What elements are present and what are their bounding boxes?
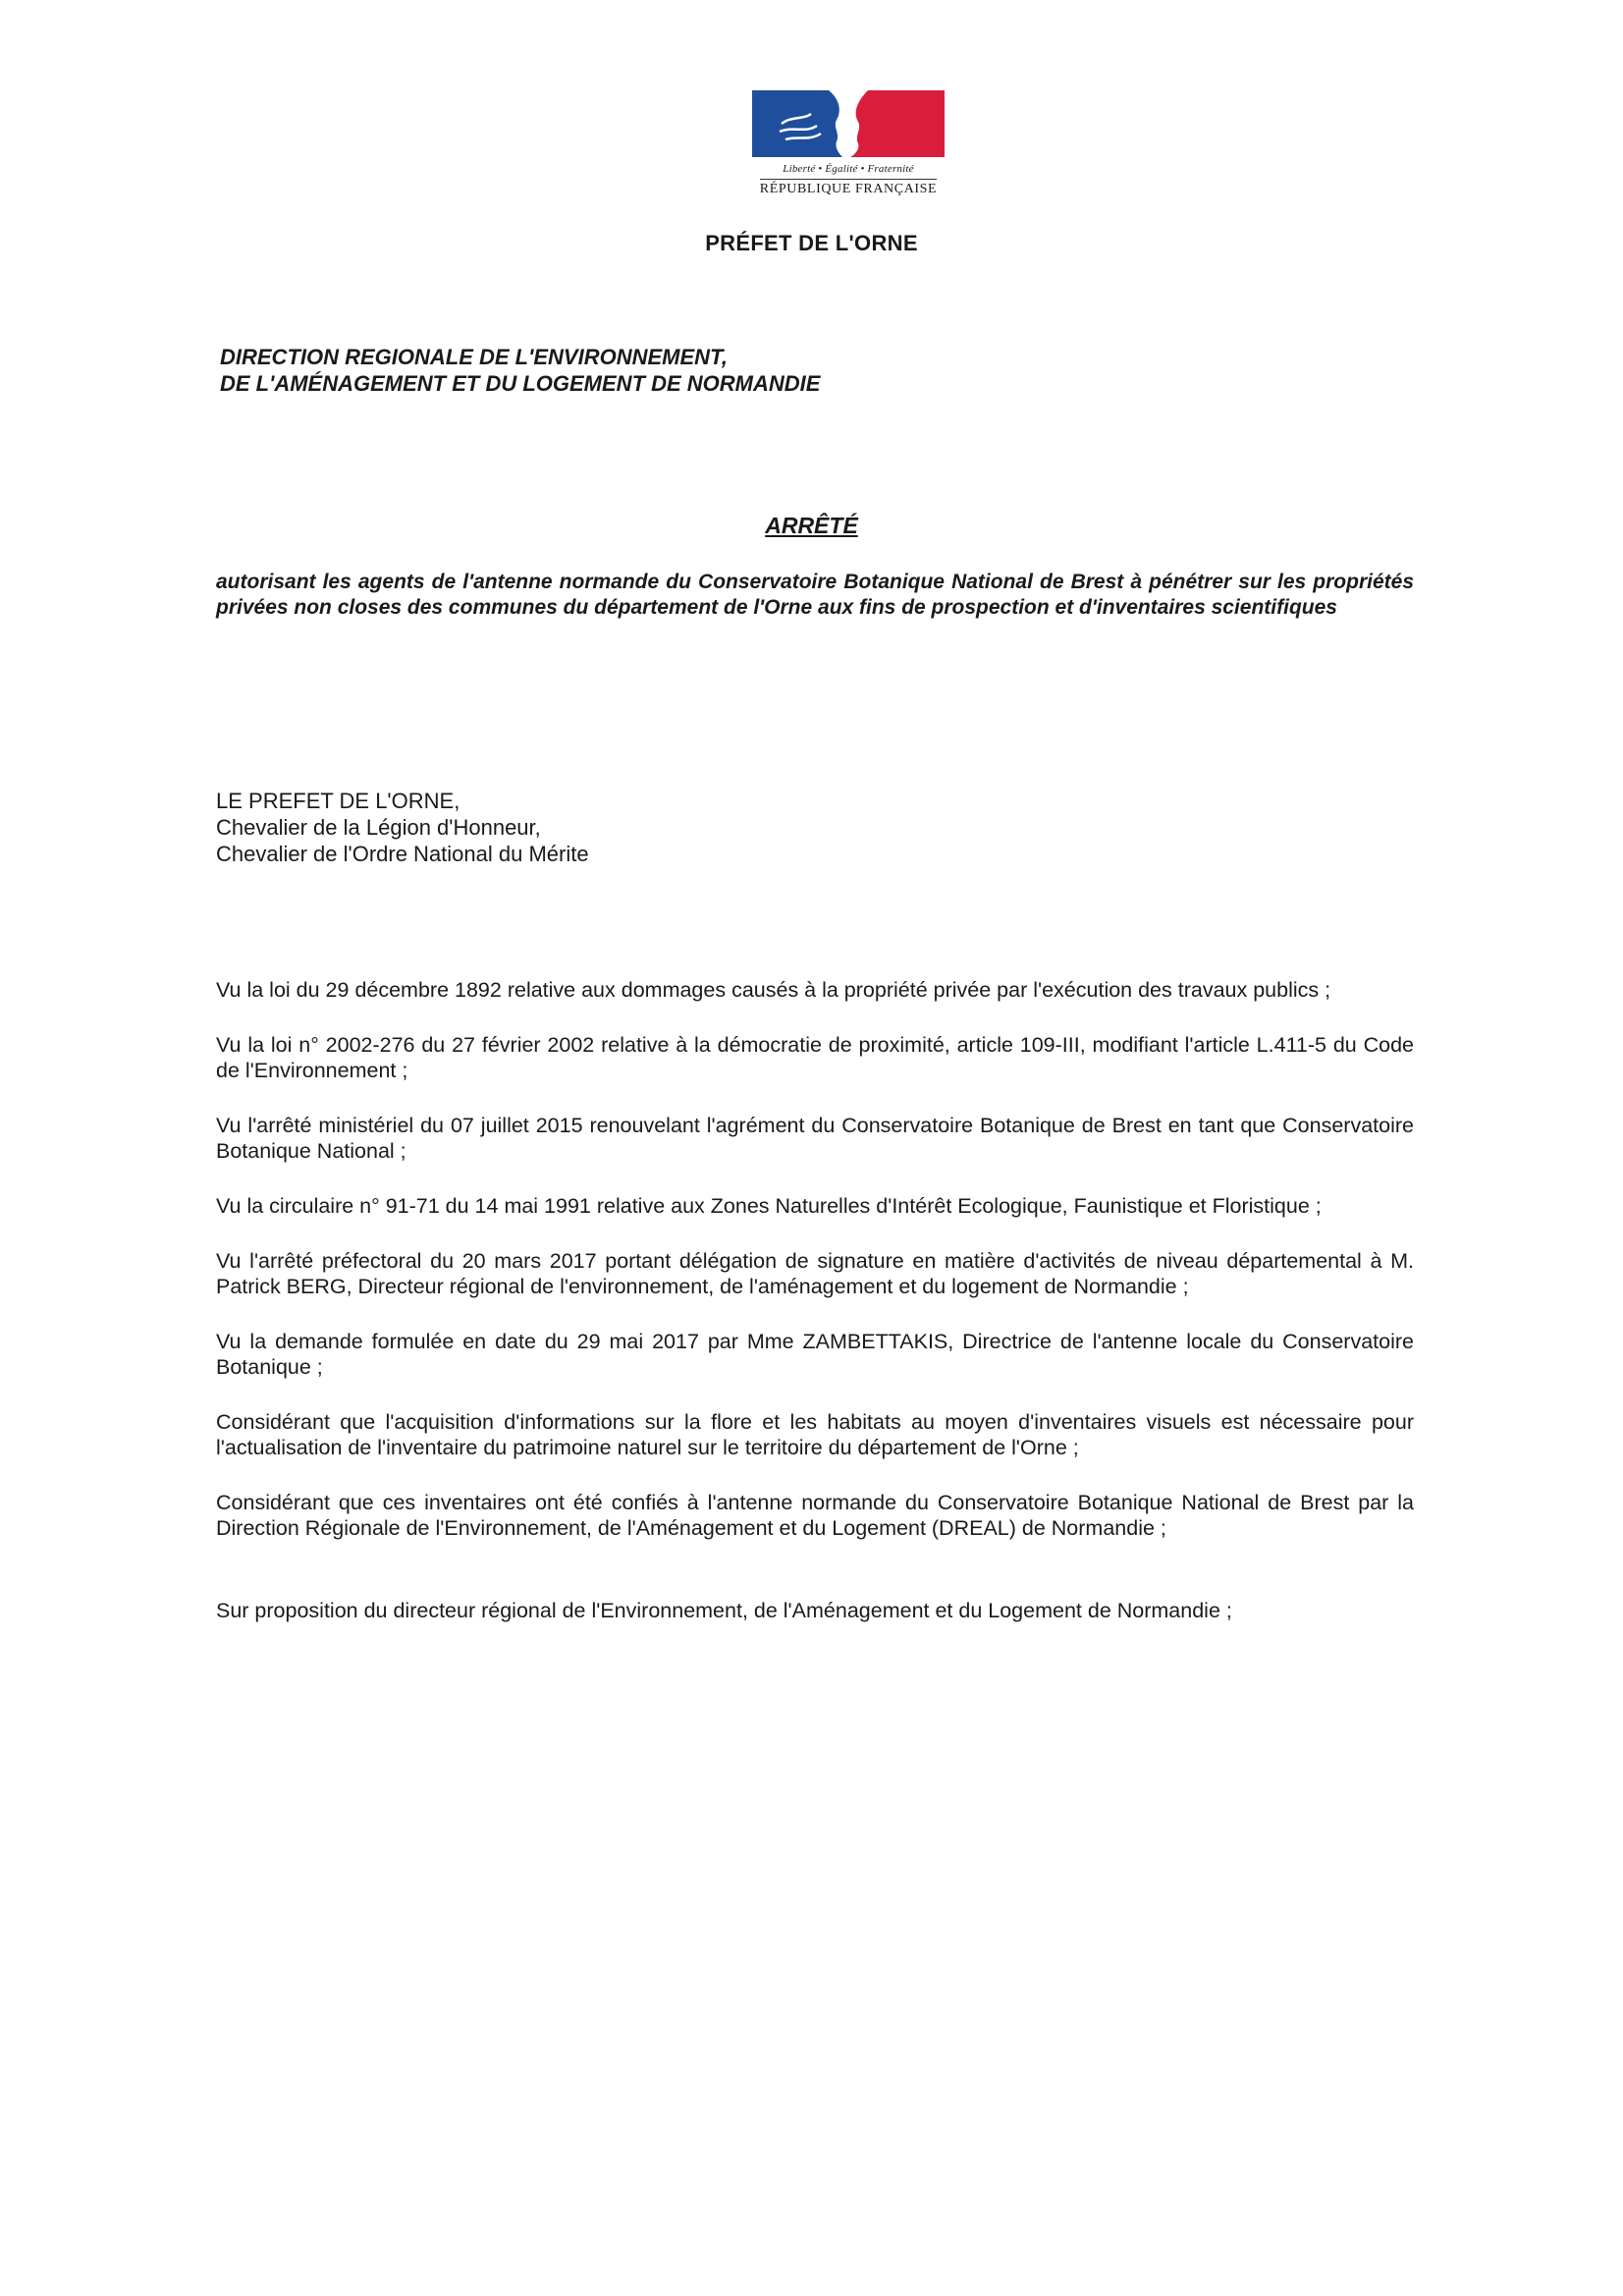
consideration-paragraph: Vu la circulaire n° 91-71 du 14 mai 1991 relative aux Zones Naturelles d'Intérêt Ecologique, Faunistique et Floristique ; xyxy=(216,1194,1322,1218)
prefet-title: PRÉFET DE L'ORNE xyxy=(705,231,918,255)
republique-francaise: RÉPUBLIQUE FRANÇAISE xyxy=(760,179,937,197)
arrete-subtitle: autorisant les agents de l'antenne normande du Conservatoire Botanique National de Brest à pénétrer sur les propriétés privées non closes des communes du département de l'Orne aux fins de prospection et d'inventaires scientifiques xyxy=(216,571,1414,619)
proposition-paragraph: Sur proposition du directeur régional de l'Environnement, de l'Aménagement et du Logement de Normandie ; xyxy=(216,1599,1232,1622)
prefet-honour-1: Chevalier de la Légion d'Honneur, xyxy=(216,815,541,840)
consideration-paragraph: Vu la loi n° 2002-276 du 27 février 2002 relative à la démocratie de proximité, article 109-III, modifiant l'article L.411-5 du Code de l'Environnement ; xyxy=(216,1033,1414,1082)
consideration-paragraph: Vu l'arrêté ministériel du 07 juillet 2015 renouvelant l'agrément du Conservatoire Botanique de Brest en tant que Conservatoire Botanique National ; xyxy=(216,1114,1414,1163)
direction-heading xyxy=(220,344,820,397)
marianne-logo-icon xyxy=(752,90,945,157)
consideration-paragraph: Vu la loi du 29 décembre 1892 relative aux dommages causés à la propriété privée par l'exécution des travaux publics ; xyxy=(216,978,1331,1002)
considerations-list xyxy=(216,977,1414,1653)
republique-motto: Liberté • Égalité • Fraternité xyxy=(783,163,914,175)
prefet-honour-2: Chevalier de l'Ordre National du Mérite xyxy=(216,842,589,866)
prefet-block xyxy=(216,788,589,867)
arrete-title: ARRÊTÉ xyxy=(765,513,858,538)
direction-line-2: DE L'AMÉNAGEMENT ET DU LOGEMENT DE NORMANDIE xyxy=(220,371,821,396)
consideration-paragraph: Considérant que l'acquisition d'informations sur la flore et les habitats au moyen d'inventaires visuels est nécessaire pour l'actualisation de l'inventaire du patrimoine naturel sur le territoire du département de l'Orne ; xyxy=(216,1410,1414,1459)
consideration-paragraph: Vu la demande formulée en date du 29 mai 2017 par Mme ZAMBETTAKIS, Directrice de l'antenne locale du Conservatoire Botanique ; xyxy=(216,1330,1414,1379)
republique-logo xyxy=(752,90,945,197)
prefet-name: LE PREFET DE L'ORNE, xyxy=(216,789,460,813)
consideration-paragraph: Vu l'arrêté préfectoral du 20 mars 2017 portant délégation de signature en matière d'activités de niveau départemental à M. Patrick BERG, Directeur régional de l'environnement, de l'aménagement et du logement de Normandie ; xyxy=(216,1249,1414,1298)
consideration-paragraph: Considérant que ces inventaires ont été confiés à l'antenne normande du Conservatoire Botanique National de Brest par la Direction Régionale de l'Environnement, de l'Aménagement et du Logement (DREAL) de Normandie ; xyxy=(216,1491,1414,1540)
direction-line-1: DIRECTION REGIONALE DE L'ENVIRONNEMENT, xyxy=(220,345,728,369)
